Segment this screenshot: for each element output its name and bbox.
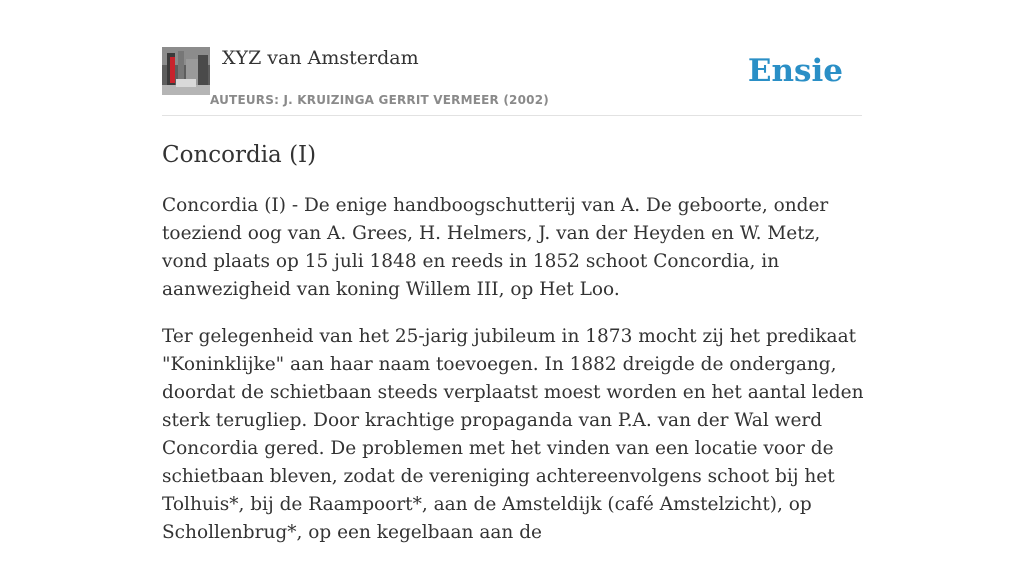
article-title: Concordia (I) (162, 142, 317, 168)
book-header (162, 46, 862, 116)
paragraph-1: Concordia (I) - De enige handboogschutterij van A. De geboorte, onder toeziend oog van A. Grees, H. Helmers, J. van der Heyden en W. Metz, vond plaats op 15 juli 1848 en reeds in 1852 schoot Concordia, in aanwezigheid van koning Willem III, op Het Loo. (162, 195, 829, 300)
brand-logo[interactable]: Ensie (747, 53, 843, 89)
article-body (162, 192, 870, 566)
avatar[interactable] (162, 47, 210, 95)
book-title[interactable]: XYZ van Amsterdam (222, 47, 419, 69)
authors-line: AUTEURS: J. KRUIZINGA GERRIT VERMEER (2002) (210, 93, 549, 107)
paragraph-2: Ter gelegenheid van het 25-jarig jubileum in 1873 mocht zij het predikaat "Koninklijke" aan haar naam toevoegen. In 1882 dreigde de ondergang, doordat de schietbaan steeds verplaatst moest worden en het aantal leden sterk terugliep. Door krachtige propaganda van P.A. van der Wal werd Concordia gered. De problemen met het vinden van een locatie voor de schietbaan bleven, zodat de vereniging achtereenvolgens schoot bij het Tolhuis*, bij de Raampoort*, aan de Amsteldijk (café Amstelzicht), op Schollenbrug*, op een kegelbaan aan de (162, 326, 864, 543)
book-cover-icon (162, 47, 210, 95)
